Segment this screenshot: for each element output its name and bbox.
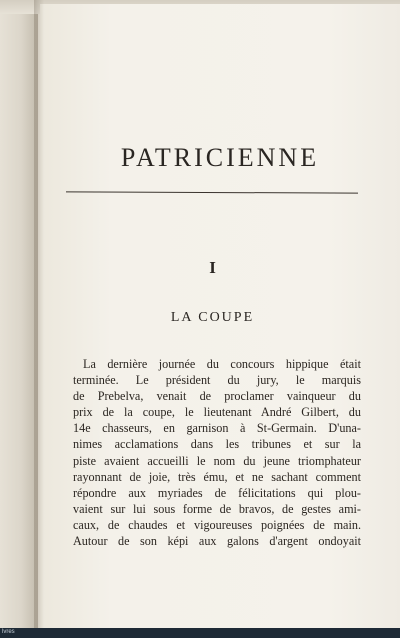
chapter-number: I: [209, 258, 216, 277]
chapter-paragraph: [73, 356, 361, 549]
paragraph-line: Autour de son képi aux galons d'argent ondoyait: [73, 534, 361, 549]
scan-bottom-bar: [0, 628, 400, 638]
paragraph-line: vaient sur lui sous forme de bravos, de gestes ami-: [73, 501, 361, 516]
paragraph-line: nimes acclamations dans les tribunes et sur la: [73, 437, 361, 452]
paragraph-line: de Prebelva, venait de proclamer vainqueur du: [73, 389, 361, 404]
paragraph-line: piste avaient accueilli le nom du jeune triomphateur: [73, 453, 361, 468]
paragraph-line: La dernière journée du concours hippique était: [83, 357, 361, 371]
paragraph-line: 14e chasseurs, en garnison à St-Germain. D'una-: [73, 421, 361, 436]
paragraph-line: rayonnant de joie, très ému, et ne sachant comment: [73, 469, 361, 484]
chapter-title: LA COUPE: [170, 310, 255, 325]
footer-mark: lvres: [2, 629, 15, 635]
paragraph-line: caux, de chaudes et vigoureuses poignées de main.: [73, 517, 361, 532]
book-title: PATRICIENNE: [120, 143, 320, 173]
paragraph-line: répondre aux myriades de félicitations qui plou-: [73, 485, 361, 500]
paragraph-line: prix de la coupe, le lieutenant André Gilbert, du: [73, 405, 361, 420]
paragraph-line: terminée. Le président du jury, le marquis: [73, 373, 361, 388]
book-binding-edge: [0, 0, 38, 638]
